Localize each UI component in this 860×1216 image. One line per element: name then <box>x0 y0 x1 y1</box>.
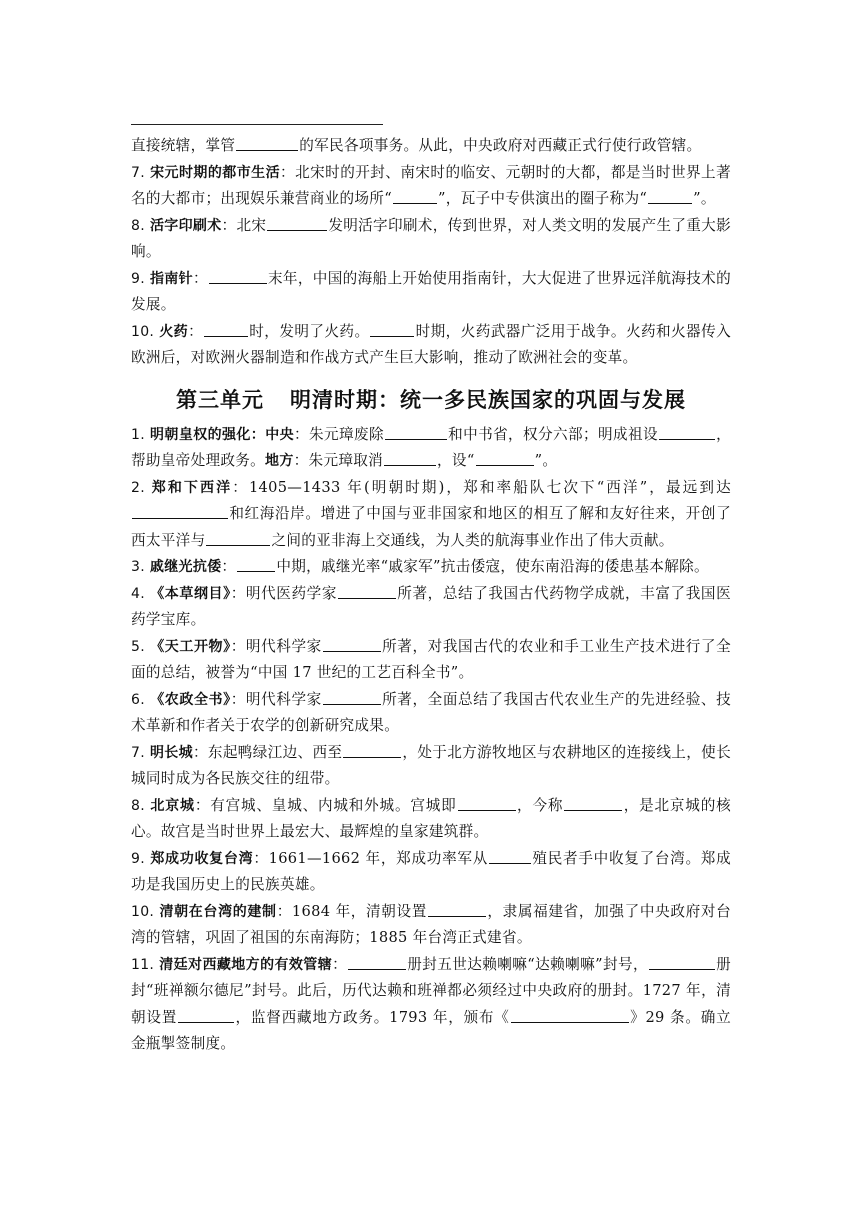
text: ：朱元璋废除 <box>294 425 384 443</box>
fill-blank[interactable] <box>348 955 406 970</box>
item-number: 2. <box>131 479 145 496</box>
item-number: 11. <box>131 956 155 973</box>
item-number: 8. <box>131 217 145 234</box>
text: ： <box>221 558 237 575</box>
item-keyword: 戚继光抗倭 <box>149 559 222 575</box>
unit-title: 明清时期：统一多民族国家的巩固与发展 <box>290 387 686 412</box>
text: 之间的亚非海上交通线，为人类的航海事业作出了伟大贡献。 <box>271 531 674 549</box>
fill-blank[interactable] <box>132 504 228 519</box>
fill-blank[interactable] <box>659 425 715 440</box>
item-keyword: 宋元时期的都市生活 <box>150 164 281 181</box>
document-body <box>131 133 731 1058</box>
fill-blank[interactable] <box>204 322 248 337</box>
text: 末年，中国的海船上开始使用指南针，大大促进了世界远洋航海技术的发展。 <box>131 269 731 313</box>
item-keyword: 《农政全书》 <box>150 691 231 708</box>
fill-blank[interactable] <box>209 269 267 284</box>
text: 的军民各项事务。从此，中央政府对西藏正式行使行政管辖。 <box>299 137 702 154</box>
fill-blank[interactable] <box>476 451 534 466</box>
fill-blank[interactable] <box>370 322 414 337</box>
item-zheng-he <box>131 475 731 555</box>
fill-blank[interactable] <box>489 849 531 864</box>
text: ：东起鸭绿江边、西至 <box>192 743 343 761</box>
item-keyword: 指南针 <box>149 270 193 287</box>
fill-blank[interactable] <box>178 1008 234 1023</box>
item-number: 9. <box>131 850 145 867</box>
item-keyword: 《本草纲目》 <box>150 585 231 602</box>
fill-blank[interactable] <box>343 743 401 758</box>
item-compass <box>131 266 731 319</box>
item-keyword: 清朝在台湾的建制 <box>159 903 277 920</box>
item-keyword: 《天工开物》 <box>150 638 231 655</box>
text: 册封“班禅额尔德尼”封号。此后，历代达赖和班禅都必须经过中央政府的册封。1727 年，清朝设置 <box>131 955 731 1026</box>
text: ，隶属福建省，加强了中央政府对台湾的管辖，巩固了祖国的东南海防；1885 年台湾正式建省。 <box>131 902 731 946</box>
item-keyword: 郑成功收复台湾 <box>150 850 254 867</box>
item-keyword: 火药 <box>159 323 189 340</box>
item-keyword: 地方 <box>265 453 294 469</box>
item-bencao-gangmu <box>131 581 731 634</box>
text: ，设“ <box>437 452 475 469</box>
text: ”。 <box>693 190 716 207</box>
text: 所著，总结了我国古代药物学成就，丰富了我国医药学宝库。 <box>131 584 731 628</box>
fill-blank[interactable] <box>511 1008 629 1023</box>
text: 册封五世达赖喇嘛“达赖喇嘛”封号， <box>407 955 648 973</box>
item-ming-power <box>131 422 731 475</box>
fill-blank[interactable] <box>323 690 381 705</box>
text: ：明代医药学家 <box>230 584 337 602</box>
text: ：有宫城、皇城、内城和外城。宫城即 <box>194 796 457 814</box>
section-heading <box>131 382 731 418</box>
text: 和红海沿岸。增进了中国与亚非国家和地区的相互了解和友好往来，开创了西太平洋与 <box>131 505 731 549</box>
text: ：1661—1662 年，郑成功率军从 <box>253 849 489 867</box>
item-keyword: 明长城 <box>149 744 193 761</box>
fill-blank[interactable] <box>385 425 447 440</box>
footnote-divider <box>131 124 383 125</box>
text: ：朱元璋取消 <box>293 452 384 469</box>
item-song-yuan-city-life <box>131 160 731 213</box>
text: 时期，火药武器广泛用于战争。火药和火器传入欧洲后，对欧洲火器制造和作战方式产生巨大影响，推动了欧洲社会的变革。 <box>131 322 731 366</box>
text: 所著，对我国古代的农业和手工业生产技术进行了全面的总结，被誉为“中国 17 世纪的工艺百科全书”。 <box>131 637 731 681</box>
text: ：明代科学家 <box>230 637 322 655</box>
item-number: 8. <box>131 797 145 814</box>
text: ： <box>188 322 204 340</box>
item-number: 10. <box>131 903 155 920</box>
item-number: 7. <box>131 744 145 761</box>
fill-blank[interactable] <box>564 796 622 811</box>
item-movable-type <box>131 213 731 266</box>
text: 直接统辖，掌管 <box>131 137 236 154</box>
item-number: 9. <box>131 270 145 287</box>
text: 所著，全面总结了我国古代农业生产的先进经验、技术革新和作者关于农学的创新研究成果。 <box>131 690 731 734</box>
text: ：北宋时的开封、南宋时的临安、元朝时的大都，都是当时世界上著名的大都市；出现娱乐兼营商业的场所“ <box>131 163 731 207</box>
item-keyword: 北京城 <box>150 797 195 814</box>
text: ：明代科学家 <box>230 690 322 708</box>
item-tiangong-kaiwu <box>131 634 731 687</box>
item-number: 1. <box>131 426 145 443</box>
text: ：1684 年，清朝设置 <box>276 902 428 920</box>
fill-blank[interactable] <box>236 136 298 151</box>
item-number: 10. <box>131 323 155 340</box>
fill-blank[interactable] <box>267 216 327 231</box>
item-keyword: 郑和下西洋 <box>151 479 233 496</box>
fill-blank[interactable] <box>648 189 692 204</box>
fill-blank[interactable] <box>458 796 516 811</box>
item-zheng-chenggong <box>131 846 731 899</box>
item-nongzheng-quanshu <box>131 687 731 740</box>
text: ，处于北方游牧地区与农耕地区的连接线上，使长城同时成为各民族交往的纽带。 <box>131 743 731 787</box>
text: ”，瓦子中专供演出的圈子称为“ <box>437 190 648 207</box>
item-number: 6. <box>131 691 145 708</box>
text: 和中书省，权分六部；明成祖设 <box>447 425 658 443</box>
item-number: 4. <box>131 585 145 602</box>
fill-blank[interactable] <box>323 637 381 652</box>
fill-blank[interactable] <box>237 557 275 572</box>
item-qing-tibet <box>131 952 731 1058</box>
fill-blank[interactable] <box>206 531 270 546</box>
text: ：1405—1433 年(明朝时期)，郑和率船队七次下“西洋”，最远到达 <box>232 478 731 496</box>
item-great-wall <box>131 740 731 793</box>
text: ：北宋 <box>221 216 267 234</box>
fill-blank[interactable] <box>393 189 437 204</box>
item-number: 7. <box>131 164 145 181</box>
text: ： <box>192 269 208 287</box>
item-qing-taiwan <box>131 899 731 952</box>
unit-label: 第三单元 <box>176 387 264 412</box>
text: 中期，戚继光率“戚家军”抗击倭寇，使东南沿海的倭患基本解除。 <box>276 558 709 575</box>
text: ，监督西藏地方政务。1793 年，颁布《 <box>235 1008 510 1026</box>
item-keyword: 明朝皇权的强化：中央 <box>150 426 295 443</box>
item-number: 5. <box>131 638 145 655</box>
paragraph-tibet-continued <box>131 133 731 160</box>
item-keyword: 活字印刷术 <box>149 217 222 234</box>
item-qi-jiguang <box>131 554 731 581</box>
text: ，今称 <box>516 796 564 814</box>
text: ： <box>332 955 348 973</box>
fill-blank[interactable] <box>649 955 715 970</box>
text: ，是北京城的核心。故宫是当时世界上最宏大、最辉煌的皇家建筑群。 <box>131 796 731 840</box>
fill-blank[interactable] <box>428 902 486 917</box>
fill-blank[interactable] <box>384 451 436 466</box>
text: 时，发明了火药。 <box>249 322 370 340</box>
text: 发明活字印刷术，传到世界，对人类文明的发展产生了重大影响。 <box>131 216 731 260</box>
text: 殖民者手中收复了台湾。郑成功是我国历史上的民族英雄。 <box>131 849 731 893</box>
fill-blank[interactable] <box>338 584 396 599</box>
text: ，帮助皇帝处理政务。 <box>131 425 731 469</box>
item-gunpowder <box>131 319 731 372</box>
item-keyword: 清廷对西藏地方的有效管辖 <box>159 956 333 973</box>
item-beijing-city <box>131 793 731 846</box>
item-number: 3. <box>131 559 145 575</box>
text: ”。 <box>534 452 558 469</box>
text: 》29 条。确立金瓶掣签制度。 <box>131 1008 732 1052</box>
